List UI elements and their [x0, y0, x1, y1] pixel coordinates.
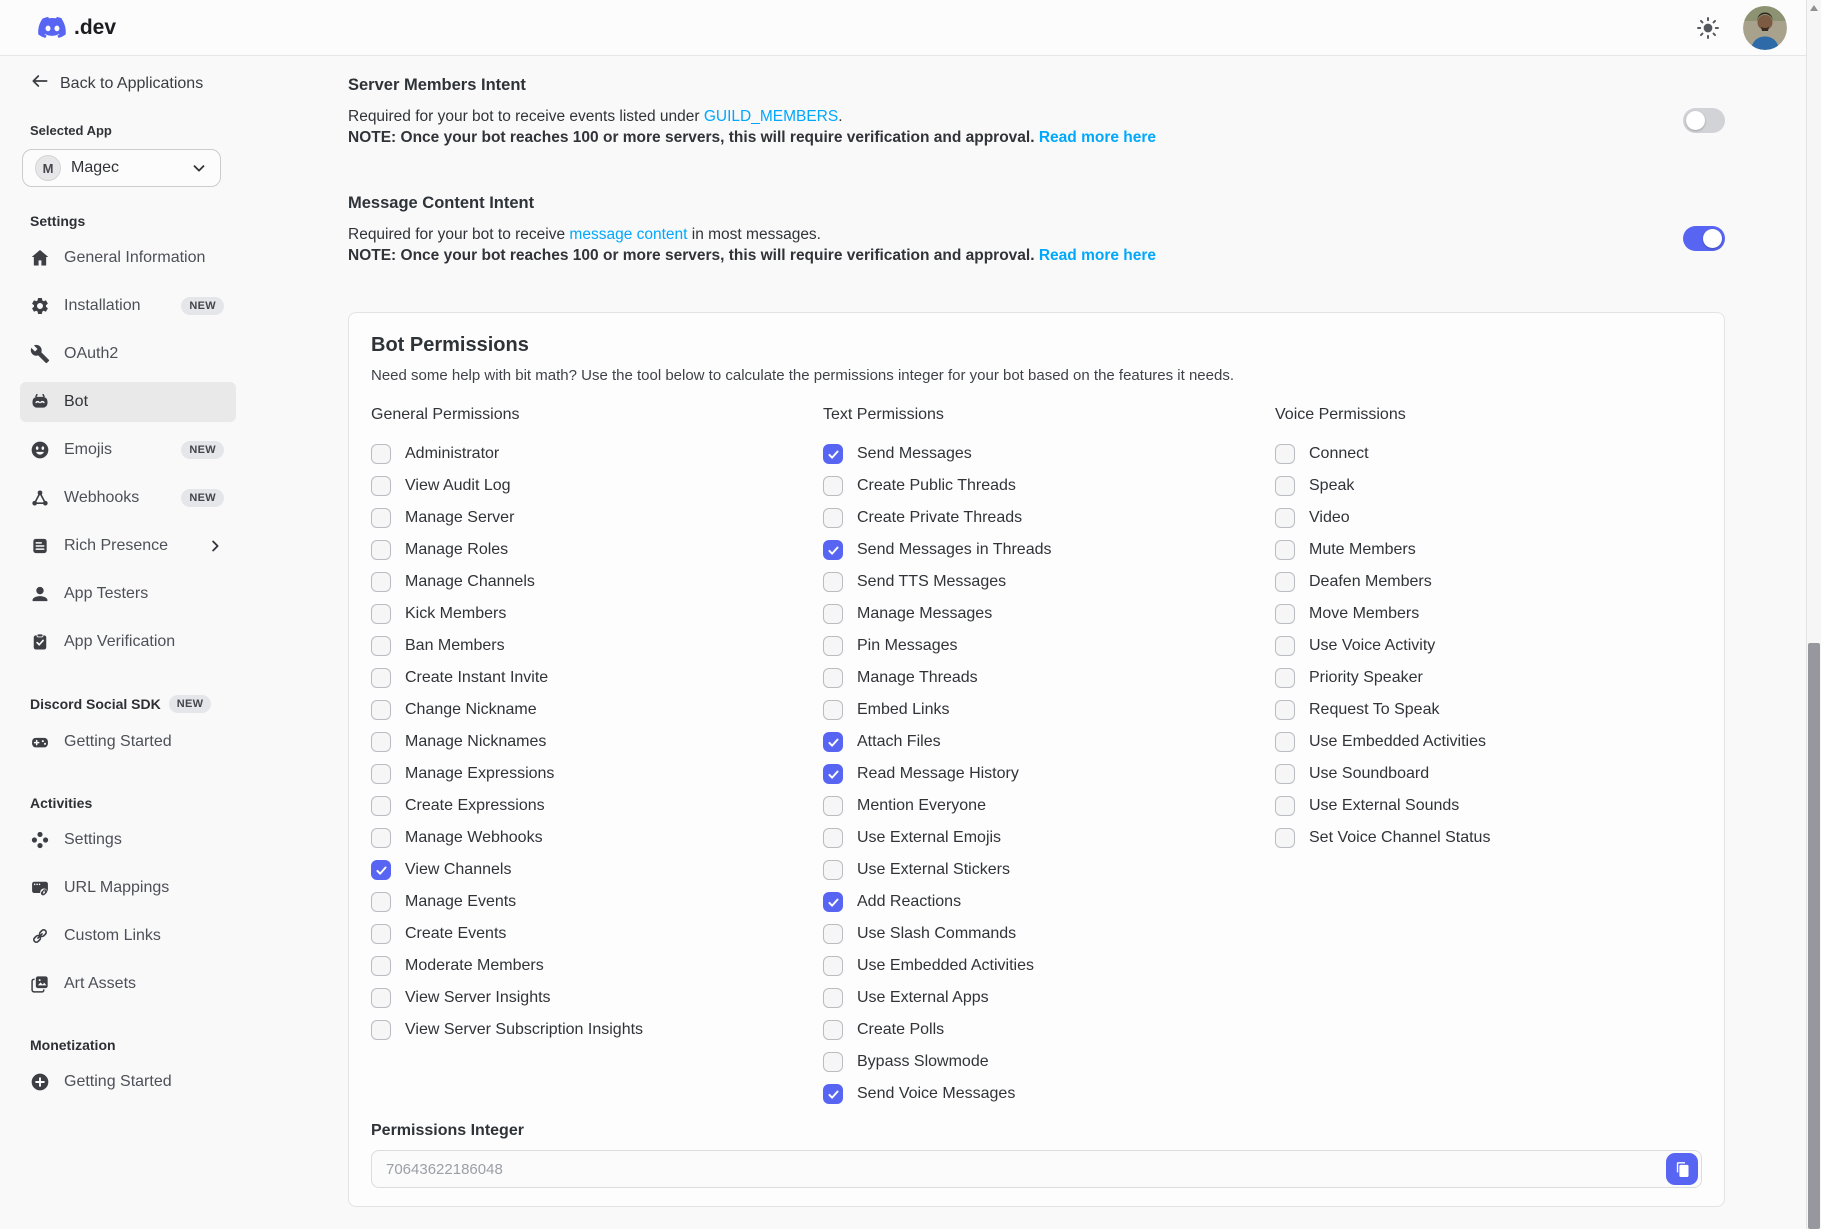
toggle-knob: [1703, 229, 1722, 248]
permission-row-priority-speaker[interactable]: [1275, 662, 1702, 694]
permission-row-kick-members[interactable]: [371, 598, 823, 630]
checkbox-unchecked[interactable]: [371, 988, 391, 1008]
permission-row-add-reactions[interactable]: [823, 886, 1275, 918]
permission-row-move-members[interactable]: [1275, 598, 1702, 630]
permission-row-moderate-members[interactable]: [371, 950, 823, 982]
person-icon: [30, 584, 50, 604]
checkbox-unchecked[interactable]: [1275, 668, 1295, 688]
checkbox-unchecked[interactable]: [1275, 764, 1295, 784]
permission-label: Administrator: [405, 445, 500, 462]
checkbox-unchecked[interactable]: [823, 956, 843, 976]
permission-row-change-nickname[interactable]: [371, 694, 823, 726]
permission-column-text-permissions: [823, 406, 1275, 1110]
sun-icon[interactable]: [1695, 15, 1721, 41]
new-badge: NEW: [181, 489, 224, 507]
checkbox-unchecked[interactable]: [371, 732, 391, 752]
clipboard-check-icon: [30, 632, 50, 652]
permission-label: Use Voice Activity: [1309, 637, 1436, 654]
permission-label: Create Expressions: [405, 797, 545, 814]
permission-label: Use External Sounds: [1309, 797, 1460, 814]
checkbox-checked[interactable]: [823, 444, 843, 464]
permission-row-request-to-speak[interactable]: [1275, 694, 1702, 726]
gear-icon: [30, 296, 50, 316]
checkbox-unchecked[interactable]: [823, 604, 843, 624]
permission-row-use-external-sounds[interactable]: [1275, 790, 1702, 822]
sidebar-item-label: Getting Started: [64, 1073, 172, 1090]
checkbox-unchecked[interactable]: [1275, 476, 1295, 496]
permission-row-use-slash-commands[interactable]: [823, 918, 1275, 950]
sidebar-item-label: Getting Started: [64, 733, 172, 750]
checkbox-checked[interactable]: [371, 860, 391, 880]
permission-row-create-polls[interactable]: [823, 1014, 1275, 1046]
dpad-icon: [30, 830, 50, 850]
sidebar-item-label: Emojis: [64, 441, 113, 458]
discord-dev-logo[interactable]: [38, 16, 116, 40]
permission-row-create-instant-invite[interactable]: [371, 662, 823, 694]
sidebar-item-label: Settings: [64, 831, 122, 848]
copy-button[interactable]: [1666, 1153, 1698, 1185]
permission-label: Create Polls: [857, 1021, 945, 1038]
sidebar-item-installation[interactable]: [20, 286, 236, 326]
permission-row-view-server-subscription-insights[interactable]: [371, 1014, 823, 1046]
permission-row-use-voice-activity[interactable]: [1275, 630, 1702, 662]
brand-suffix: .dev: [74, 15, 117, 39]
scrollbar-up-arrow[interactable]: [1810, 5, 1818, 11]
message-content-intent-toggle[interactable]: [1683, 226, 1725, 251]
link-icon: [30, 926, 50, 946]
wrench-icon: [30, 344, 50, 364]
sidebar-item-emojis[interactable]: [20, 430, 236, 470]
intent-title: Server Members Intent: [348, 76, 526, 94]
checkbox-unchecked[interactable]: [823, 1052, 843, 1072]
sidebar-item-label: App Testers: [64, 585, 149, 602]
main-content: [348, 76, 1725, 1207]
sidebar-item-art-assets[interactable]: [20, 964, 236, 1004]
permission-label: Manage Webhooks: [405, 829, 543, 846]
checkbox-unchecked[interactable]: [371, 668, 391, 688]
checkbox-unchecked[interactable]: [823, 924, 843, 944]
permission-column-voice-permissions: [1275, 406, 1702, 1110]
permission-label: Pin Messages: [857, 637, 958, 654]
checkbox-unchecked[interactable]: [371, 796, 391, 816]
permission-label: Moderate Members: [405, 957, 544, 974]
permission-row-create-expressions[interactable]: [371, 790, 823, 822]
checkbox-unchecked[interactable]: [371, 476, 391, 496]
permission-label: Speak: [1309, 477, 1355, 494]
sidebar-item-label: Installation: [64, 297, 141, 314]
permission-label: Mention Everyone: [857, 797, 986, 814]
intent-text: [348, 194, 1156, 266]
sidebar-section-title: Settings: [30, 213, 86, 229]
permission-label: Request To Speak: [1309, 701, 1440, 718]
permission-label: Priority Speaker: [1309, 669, 1423, 686]
permission-label: View Channels: [405, 861, 512, 878]
permission-row-view-server-insights[interactable]: [371, 982, 823, 1014]
checkbox-unchecked[interactable]: [371, 636, 391, 656]
discord-logo-icon: [38, 16, 67, 39]
permission-label: Manage Threads: [857, 669, 978, 686]
top-bar: [0, 0, 1821, 56]
permission-label: Change Nickname: [405, 701, 537, 718]
sidebar-item-label: General Information: [64, 249, 206, 266]
permission-label: Add Reactions: [857, 893, 962, 910]
back-to-applications-link[interactable]: [20, 71, 236, 96]
card-title: Bot Permissions: [371, 334, 529, 356]
message-content-link[interactable]: message content: [569, 226, 688, 243]
permission-label: Embed Links: [857, 701, 950, 718]
permission-row-use-soundboard[interactable]: [1275, 758, 1702, 790]
permission-label: Manage Roles: [405, 541, 509, 558]
image-icon: [30, 974, 50, 994]
sidebar-item-oauth2[interactable]: [20, 334, 236, 374]
permission-label: Connect: [1309, 445, 1369, 462]
permission-row-pin-messages[interactable]: [823, 630, 1275, 662]
copy-icon: [1674, 1161, 1691, 1178]
permission-label: Use External Stickers: [857, 861, 1010, 878]
permission-column-title: Text Permissions: [823, 406, 944, 423]
permission-label: Manage Nicknames: [405, 733, 547, 750]
permission-label: Create Events: [405, 925, 507, 942]
permission-row-manage-roles[interactable]: [371, 534, 823, 566]
checkbox-unchecked[interactable]: [1275, 636, 1295, 656]
bot-icon: [30, 392, 50, 412]
permission-row-embed-links[interactable]: [823, 694, 1275, 726]
permission-row-deafen-members[interactable]: [1275, 566, 1702, 598]
sidebar-section-title: Monetization: [30, 1037, 116, 1053]
new-badge: NEW: [181, 441, 224, 459]
checkbox-unchecked[interactable]: [1275, 796, 1295, 816]
checkbox-unchecked[interactable]: [1275, 700, 1295, 720]
browser-link-icon: [30, 878, 50, 898]
checkbox-unchecked[interactable]: [1275, 444, 1295, 464]
checkbox-unchecked[interactable]: [823, 860, 843, 880]
permission-label: Manage Expressions: [405, 765, 555, 782]
permission-column-title: General Permissions: [371, 406, 520, 423]
permission-label: Send Messages in Threads: [857, 541, 1052, 558]
back-link-label: Back to Applications: [60, 74, 204, 92]
permission-row-manage-threads[interactable]: [823, 662, 1275, 694]
gamepad-icon: [30, 732, 50, 752]
permission-row-manage-events[interactable]: [371, 886, 823, 918]
sidebar-item-label: Rich Presence: [64, 537, 169, 554]
sidebar-section-title: Activities: [30, 795, 93, 811]
permission-label: Move Members: [1309, 605, 1420, 622]
permission-label: Use Soundboard: [1309, 765, 1430, 782]
intent-description: Required for your bot to receive events listed under GUILD_MEMBERS. NOTE: Once your bot reaches 100 or more servers, this will require verification and approval. Read more here: [348, 108, 1157, 146]
permissions-integer-input[interactable]: [371, 1150, 1702, 1188]
permission-row-use-external-emojis[interactable]: [823, 822, 1275, 854]
app-avatar: M: [35, 155, 61, 181]
permission-label: Manage Server: [405, 509, 515, 526]
server-members-intent-toggle[interactable]: [1683, 108, 1725, 133]
checkbox-unchecked[interactable]: [1275, 732, 1295, 752]
permission-row-manage-webhooks[interactable]: [371, 822, 823, 854]
checkbox-unchecked[interactable]: [823, 508, 843, 528]
permission-row-manage-messages[interactable]: [823, 598, 1275, 630]
permissions-integer-label: Permissions Integer: [371, 1122, 524, 1139]
permission-label: Manage Channels: [405, 573, 535, 590]
sidebar-item-label: Custom Links: [64, 927, 161, 944]
permission-label: Use Slash Commands: [857, 925, 1017, 942]
permission-row-send-voice-messages[interactable]: [823, 1078, 1275, 1110]
checkbox-unchecked[interactable]: [371, 604, 391, 624]
user-avatar[interactable]: [1743, 6, 1787, 50]
checkbox-checked[interactable]: [823, 764, 843, 784]
permission-row-send-messages[interactable]: [823, 438, 1275, 470]
sidebar-item-label: URL Mappings: [64, 879, 170, 896]
permission-row-view-audit-log[interactable]: [371, 470, 823, 502]
sidebar-item-settings[interactable]: [20, 820, 236, 860]
checkbox-unchecked[interactable]: [823, 476, 843, 496]
sidebar-item-app-testers[interactable]: [20, 574, 236, 614]
intent-note: NOTE: Once your bot reaches 100 or more servers, this will require verification and approval.: [348, 129, 1035, 146]
document-icon: [30, 536, 50, 556]
permission-label: Set Voice Channel Status: [1309, 829, 1491, 846]
permission-label: Create Private Threads: [857, 509, 1023, 526]
read-more-link[interactable]: Read more here: [1038, 247, 1157, 264]
permission-row-video[interactable]: [1275, 502, 1702, 534]
checkbox-unchecked[interactable]: [371, 508, 391, 528]
permission-row-connect[interactable]: [1275, 438, 1702, 470]
checkbox-unchecked[interactable]: [823, 572, 843, 592]
checkbox-unchecked[interactable]: [823, 636, 843, 656]
sidebar-item-custom-links[interactable]: [20, 916, 236, 956]
bot-permissions-card: [348, 312, 1725, 1207]
intent-note: NOTE: Once your bot reaches 100 or more servers, this will require verification and approval.: [348, 247, 1035, 264]
checkbox-unchecked[interactable]: [1275, 828, 1295, 848]
checkbox-unchecked[interactable]: [1275, 540, 1295, 560]
checkbox-unchecked[interactable]: [823, 796, 843, 816]
permission-label: Attach Files: [857, 733, 941, 750]
sidebar-item-getting-started[interactable]: [20, 722, 236, 762]
top-bar-actions: [1695, 6, 1787, 50]
sidebar-item-label: Bot: [64, 393, 89, 410]
permissions-integer-row: [371, 1150, 1702, 1188]
permission-row-administrator[interactable]: [371, 438, 823, 470]
sidebar-item-label: App Verification: [64, 633, 176, 650]
permission-row-mention-everyone[interactable]: [823, 790, 1275, 822]
webhook-icon: [30, 488, 50, 508]
checkbox-checked[interactable]: [823, 892, 843, 912]
checkbox-unchecked[interactable]: [1275, 572, 1295, 592]
guild-members-link[interactable]: GUILD_MEMBERS: [703, 108, 839, 125]
checkbox-unchecked[interactable]: [823, 1020, 843, 1040]
chevron-right-icon: [206, 537, 224, 555]
emoji-icon: [30, 440, 50, 460]
permission-row-use-external-stickers[interactable]: [823, 854, 1275, 886]
checkbox-checked[interactable]: [823, 540, 843, 560]
toggle-knob: [1686, 111, 1705, 130]
intent-description: Required for your bot to receive message content in most messages. NOTE: Once your bot reaches 100 or more servers, this will require verification and approval. Read more here: [348, 226, 1157, 264]
permission-row-set-voice-channel-status[interactable]: [1275, 822, 1702, 854]
checkbox-unchecked[interactable]: [1275, 604, 1295, 624]
checkbox-unchecked[interactable]: [371, 924, 391, 944]
permission-row-manage-nicknames[interactable]: [371, 726, 823, 758]
permission-label: Video: [1309, 509, 1350, 526]
permission-column-general-permissions: [371, 406, 823, 1110]
permission-row-manage-expressions[interactable]: [371, 758, 823, 790]
new-badge: NEW: [181, 297, 224, 315]
sidebar: [20, 71, 236, 1110]
plus-circle-icon: [30, 1072, 50, 1092]
checkbox-unchecked[interactable]: [371, 1020, 391, 1040]
permission-label: Use External Apps: [857, 989, 989, 1006]
permission-label: Read Message History: [857, 765, 1019, 782]
permission-row-create-public-threads[interactable]: [823, 470, 1275, 502]
sidebar-section-discord-social-sdk: [30, 695, 236, 713]
new-badge: NEW: [169, 695, 212, 713]
arrow-left-icon: [30, 71, 50, 96]
permission-label: Use Embedded Activities: [857, 957, 1034, 974]
permission-label: Send TTS Messages: [857, 573, 1007, 590]
app-name: Magec: [71, 159, 120, 176]
permission-row-mute-members[interactable]: [1275, 534, 1702, 566]
message-content-intent-section: [348, 194, 1725, 266]
checkbox-unchecked[interactable]: [371, 892, 391, 912]
permission-columns: [371, 406, 1702, 1110]
checkbox-unchecked[interactable]: [371, 828, 391, 848]
permission-row-manage-server[interactable]: [371, 502, 823, 534]
sidebar-item-label: Webhooks: [64, 489, 140, 506]
sidebar-item-label: OAuth2: [64, 345, 119, 362]
vertical-scrollbar[interactable]: [1806, 0, 1821, 1229]
permission-label: View Server Subscription Insights: [405, 1021, 644, 1038]
permission-label: Kick Members: [405, 605, 507, 622]
intent-text: [348, 76, 1156, 148]
permission-column-title: Voice Permissions: [1275, 406, 1406, 423]
checkbox-unchecked[interactable]: [823, 700, 843, 720]
sidebar-item-url-mappings[interactable]: [20, 868, 236, 908]
checkbox-unchecked[interactable]: [371, 572, 391, 592]
sidebar-section-activities: [30, 795, 236, 811]
checkbox-checked[interactable]: [823, 732, 843, 752]
permission-label: Send Messages: [857, 445, 972, 462]
sidebar-section-monetization: [30, 1037, 236, 1053]
permission-label: Mute Members: [1309, 541, 1416, 558]
scrollbar-thumb[interactable]: [1808, 643, 1820, 1229]
permission-label: Manage Messages: [857, 605, 993, 622]
sidebar-item-app-verification[interactable]: [20, 622, 236, 662]
selected-app-label: Selected App: [30, 123, 112, 138]
chevron-down-icon: [190, 159, 208, 177]
sidebar-item-webhooks[interactable]: [20, 478, 236, 518]
permission-label: Create Instant Invite: [405, 669, 549, 686]
permission-row-use-embedded-activities[interactable]: [1275, 726, 1702, 758]
permission-label: Deafen Members: [1309, 573, 1432, 590]
checkbox-unchecked[interactable]: [823, 668, 843, 688]
permission-row-view-channels[interactable]: [371, 854, 823, 886]
permission-label: Use External Emojis: [857, 829, 1002, 846]
permission-label: Send Voice Messages: [857, 1085, 1016, 1102]
checkbox-checked[interactable]: [823, 1084, 843, 1104]
checkbox-unchecked[interactable]: [823, 828, 843, 848]
intent-title: Message Content Intent: [348, 194, 535, 212]
sidebar-section-settings: [30, 213, 236, 229]
permission-row-create-events[interactable]: [371, 918, 823, 950]
sidebar-item-general-information[interactable]: [20, 238, 236, 278]
permission-row-use-embedded-activities[interactable]: [823, 950, 1275, 982]
permission-row-attach-files[interactable]: [823, 726, 1275, 758]
permission-row-create-private-threads[interactable]: [823, 502, 1275, 534]
server-members-intent-section: [348, 76, 1725, 148]
sidebar-item-label: Art Assets: [64, 975, 137, 992]
checkbox-unchecked[interactable]: [371, 956, 391, 976]
sidebar-item-getting-started[interactable]: [20, 1062, 236, 1102]
read-more-link[interactable]: Read more here: [1038, 129, 1157, 146]
checkbox-unchecked[interactable]: [371, 444, 391, 464]
checkbox-unchecked[interactable]: [371, 540, 391, 560]
checkbox-unchecked[interactable]: [371, 764, 391, 784]
sidebar-item-bot[interactable]: [20, 382, 236, 422]
sidebar-section-title: Discord Social SDK: [30, 696, 161, 712]
home-icon: [30, 248, 50, 268]
permission-row-bypass-slowmode[interactable]: [823, 1046, 1275, 1078]
sidebar-item-rich-presence[interactable]: [20, 526, 236, 566]
permission-row-ban-members[interactable]: [371, 630, 823, 662]
sidebar-nav: [20, 213, 236, 1102]
permission-row-speak[interactable]: [1275, 470, 1702, 502]
checkbox-unchecked[interactable]: [823, 988, 843, 1008]
permission-label: Ban Members: [405, 637, 505, 654]
selected-app-dropdown[interactable]: [22, 149, 221, 187]
permission-row-read-message-history[interactable]: [823, 758, 1275, 790]
card-subtitle: Need some help with bit math? Use the tool below to calculate the permissions integer for your bot based on the features it needs.: [371, 367, 1234, 384]
checkbox-unchecked[interactable]: [1275, 508, 1295, 528]
permission-row-use-external-apps[interactable]: [823, 982, 1275, 1014]
permission-label: Use Embedded Activities: [1309, 733, 1486, 750]
permission-label: Bypass Slowmode: [857, 1053, 989, 1070]
permission-row-send-tts-messages[interactable]: [823, 566, 1275, 598]
checkbox-unchecked[interactable]: [371, 700, 391, 720]
permission-row-manage-channels[interactable]: [371, 566, 823, 598]
permission-label: View Audit Log: [405, 477, 511, 494]
permission-label: View Server Insights: [405, 989, 551, 1006]
permission-label: Create Public Threads: [857, 477, 1016, 494]
permission-row-send-messages-in-threads[interactable]: [823, 534, 1275, 566]
permission-label: Manage Events: [405, 893, 517, 910]
